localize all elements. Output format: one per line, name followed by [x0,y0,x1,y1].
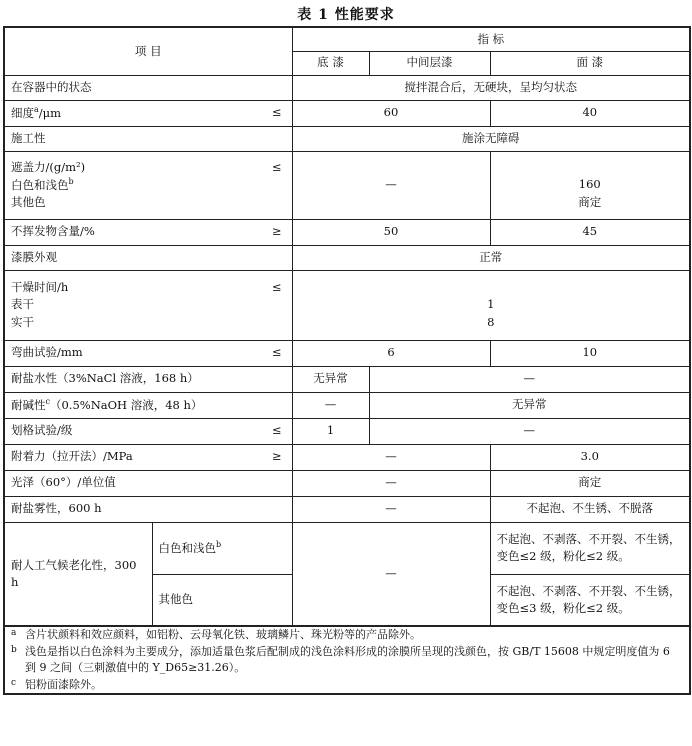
application-value: 施涂无障碍 [292,126,690,151]
row-application [4,126,690,151]
bending-label: 弯曲试验/mm [11,345,83,360]
weathering-label: 耐人工气候老化性，300 h [4,522,152,626]
row-nonvolatile [4,219,690,245]
adhesion-sym: ≥ [271,449,282,464]
gloss-primer-mid: — [292,470,490,496]
drying-sym: ≤ [271,280,282,295]
hiding-top1: 160 [578,177,601,192]
hiding-sym: ≤ [271,159,282,174]
gloss-top: 商定 [490,470,690,496]
header-row-1 [4,27,690,51]
hiding-top2: 商定 [578,194,602,209]
adhesion-primer-mid: — [292,444,490,470]
alkali-label: 耐碱性 [11,397,46,412]
alkali-rest: 无异常 [369,392,690,418]
performance-table-container [3,26,689,742]
performance-table [3,26,691,695]
crosscut-primer: 1 [292,418,369,444]
fineness-top: 40 [490,100,690,126]
hiding-sub1-mark: b [68,176,74,186]
salt-water-label: 耐盐水性（3%NaCl 溶液，168 h） [4,366,292,392]
row-adhesion [4,444,690,470]
nonvolatile-label: 不挥发物含量/% [11,224,95,239]
weathering-top2: 不起泡、不剥落、不开裂、不生锈，变色≤3 级，粉化≤2 级。 [490,574,690,626]
row-fineness [4,100,690,126]
header-primer: 底 漆 [292,51,369,75]
row-container-state [4,75,690,100]
container-state-value: 搅拌混合后，无硬块，呈均匀状态 [292,75,690,100]
fineness-label: 细度 [11,105,34,120]
row-salt-fog [4,496,690,522]
bending-top: 10 [490,340,690,366]
drying-label: 干燥时间/h [11,280,69,295]
container-state-label: 在容器中的状态 [4,75,292,100]
alkali-mark: c [45,396,50,406]
fineness-unit: /μm [38,105,62,120]
row-alkali [4,392,690,418]
footnote-b: b 浅色是指以白色涂料为主要成分，添加适量色浆后配制成的浅色涂料形成的涂膜所呈现的浅颜色，按 GB/T 15608 中规定明度值为 6 到 9 之间（三刺激值中的 Y_D65≥31.26）。 [11,644,670,674]
application-label: 施工性 [4,126,292,151]
hiding-sub1: 白色和浅色 [11,177,69,192]
crosscut-label: 划格试验/级 [11,423,73,438]
hiding-label: 遮盖力/(g/m²) [11,159,86,174]
fineness-sym: ≤ [271,105,282,120]
crosscut-rest: — [369,418,690,444]
drying-sub1: 表干 [11,297,34,312]
row-film-appearance [4,245,690,270]
adhesion-top: 3.0 [490,444,690,470]
footnote-a: a 含片状颜料和效应颜料，如铝粉、云母氧化铁、玻璃鳞片、珠光粉等的产品除外。 [11,628,421,641]
film-appearance-value: 正常 [292,245,690,270]
nonvolatile-top: 45 [490,219,690,245]
table-title: 表 1 性能要求 [297,7,395,23]
weathering-sub1: 白色和浅色 [158,540,216,555]
bending-sym: ≤ [271,345,282,360]
header-item: 项 目 [4,27,292,75]
fineness-mark: a [34,104,39,114]
row-gloss [4,470,690,496]
alkali-primer: — [292,392,369,418]
bending-primer-mid: 6 [292,340,490,366]
header-intermediate: 中间层漆 [369,51,490,75]
drying-val2: 8 [487,314,495,329]
header-spec: 指 标 [292,27,690,51]
salt-fog-top: 不起泡、不生锈、不脱落 [490,496,690,522]
alkali-label-tail: （0.5%NaOH 溶液，48 h） [49,397,203,412]
crosscut-sym: ≤ [271,423,282,438]
weathering-sub1-mark: b [216,539,222,549]
salt-fog-primer-mid: — [292,496,490,522]
header-topcoat: 面 漆 [490,51,690,75]
footnotes-row [4,626,690,694]
nonvolatile-sym: ≥ [271,224,282,239]
row-drying [4,270,690,340]
weathering-primer-mid: — [292,522,490,626]
adhesion-label: 附着力（拉开法）/MPa [11,449,133,464]
gloss-label: 光泽（60°）/单位值 [4,470,292,496]
weathering-top1: 不起泡、不剥落、不开裂、不生锈，变色≤2 级，粉化≤2 级。 [490,522,690,574]
hiding-sub2: 其他色 [11,195,46,210]
salt-fog-label: 耐盐雾性，600 h [4,496,292,522]
film-appearance-label: 漆膜外观 [4,245,292,270]
row-salt-water [4,366,690,392]
drying-sub2: 实干 [11,314,34,329]
salt-water-rest: — [369,366,690,392]
row-crosscut [4,418,690,444]
footnote-c: c 铝粉面漆除外。 [11,677,102,691]
weathering-sub2: 其他色 [152,574,292,626]
fineness-primer-mid: 60 [292,100,490,126]
row-bending [4,340,690,366]
row-hiding [4,151,690,219]
hiding-primer-mid: — [292,151,490,219]
nonvolatile-primer-mid: 50 [292,219,490,245]
row-weathering-1 [4,522,690,574]
salt-water-primer: 无异常 [292,366,369,392]
drying-val1: 1 [487,297,495,312]
